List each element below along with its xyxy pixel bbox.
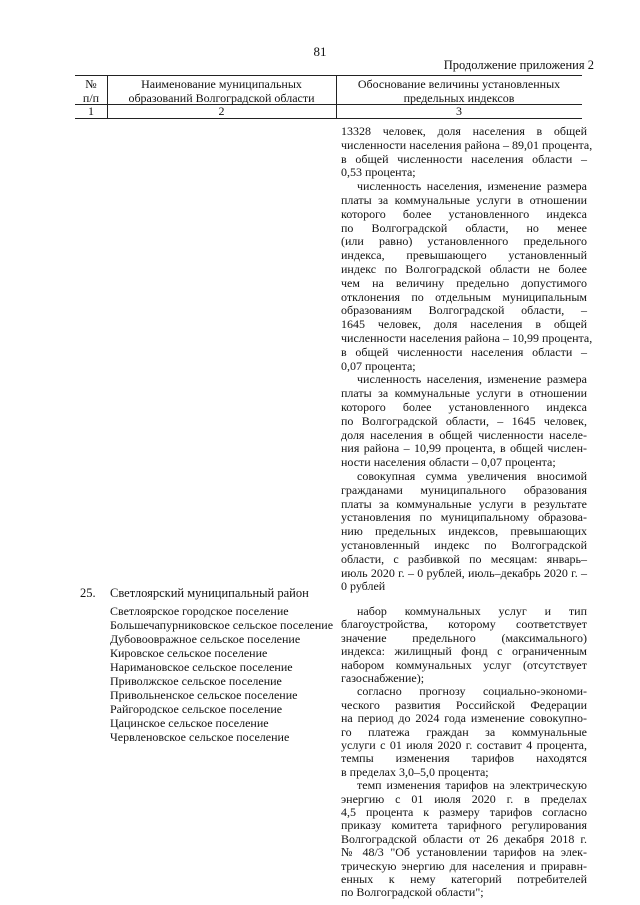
settlement-item: Приволжское сельское поселение [110, 674, 282, 688]
col3-number: 3 [456, 104, 462, 118]
settlement-item: Дубовоовражное сельское поселение [110, 632, 301, 646]
text-line: 1645 человек, доля населения в общей [341, 317, 587, 332]
text-line: ности населения области – 0,07 процента; [341, 455, 556, 470]
text-line: численности населения района – 10,99 процента, [341, 331, 593, 345]
text-line: энергию с 01 июля 2020 г. в пределах [341, 791, 587, 806]
col3-header [336, 77, 582, 105]
text-line: го платежа граждан за коммунальные [341, 724, 587, 739]
settlement-item: Червленовское сельское поселение [110, 730, 290, 744]
text-line: чем на величину предельно допустимого [341, 275, 587, 290]
header-bottom-rule [75, 118, 582, 119]
text-line: численность населения, изменение размера [357, 372, 587, 387]
col2-number: 2 [218, 104, 225, 118]
text-line: на период до 2024 года изменение совокупно- [341, 711, 587, 726]
text-line: по Волгоградской области, но менее [341, 220, 587, 235]
text-line: по Волгоградской области, – 1645 человек, [341, 413, 587, 428]
text-line: в общей численности населения области – [341, 151, 587, 166]
row-number: 25. [80, 586, 96, 600]
text-line: 13328 человек, доля населения в общей [341, 124, 587, 138]
text-line: установления по муниципальному образова- [341, 510, 587, 525]
text-line: образованиям Волгоградской области, – [341, 303, 587, 318]
text-line: гражданами муниципального образования [341, 482, 587, 497]
text-line: отклонения по отдельным муниципальным [341, 289, 587, 304]
continuation-label: Продолжение приложения 2 [443, 58, 594, 72]
text-line: численности населения района – 89,01 процента, [341, 137, 593, 152]
settlement-item: Светлоярское городское поселение [110, 604, 289, 618]
text-line: платы за коммунальные услуги в отношении [341, 386, 587, 401]
text-line: значение предельного (максимального) [341, 630, 587, 645]
text-line: ния района – 10,99 процента, в общей числен- [341, 441, 587, 456]
settlement-item: Большечапурниковское сельское поселение [110, 618, 334, 632]
settlement-item: Привольненское сельское поселение [110, 688, 298, 702]
col1-header [75, 77, 107, 105]
text-line: 0,07 процента; [341, 358, 416, 373]
text-line: 4,5 процента к размеру тарифов согласно [341, 805, 587, 819]
text-line: темпы изменения тарифов находятся [341, 751, 587, 766]
text-line: которого более установленного индекса [341, 400, 587, 414]
text-line: услуги с 01 июля 2020 г. составит 4 процента, [341, 738, 587, 752]
text-line: благоустройства, которому соответствует [341, 617, 587, 632]
text-line: трическую энергию для населения и приравн- [341, 858, 587, 873]
col2-header [107, 77, 336, 105]
text-line: области, с разбивкой по месяцам: январь– [341, 551, 587, 566]
text-line: по Волгоградской области"; [341, 885, 484, 900]
col1-header-line1: № [85, 77, 97, 91]
text-line: установленный индекс по Волгоградской [341, 538, 587, 552]
col3-header-line1: Обоснование величины установленных [357, 77, 561, 91]
district-title: Светлоярский муниципальный район [110, 586, 309, 600]
text-line: приказу комитета тарифного регулирования [341, 818, 587, 833]
text-line: согласно прогнозу социально-экономи- [357, 684, 587, 699]
text-line: набор коммунальных услуг и тип [357, 604, 587, 618]
text-line: ческого развития Российской Федерации [341, 697, 587, 712]
text-line: темп изменения тарифов на электрическую [357, 778, 587, 793]
settlement-item: Кировское сельское поселение [110, 646, 268, 660]
col3-header-line2: предельных индексов [403, 91, 515, 105]
text-line: индекс по Волгоградской области не более [341, 262, 587, 276]
text-line: индекса, превышающего установленный [341, 248, 587, 263]
text-line: газоснабжение); [341, 671, 425, 685]
text-line: численность населения, изменение размера [357, 179, 587, 194]
text-line: доля населения в общей численности населе- [341, 427, 587, 442]
page-number: 81 [313, 44, 327, 59]
text-line: енных к нему категорий потребителей [341, 872, 587, 886]
text-line: индекса: жилищный фонд с ограниченным [341, 644, 587, 659]
text-line: которого более установленного индекса [341, 206, 587, 221]
text-line: Волгоградской области от 26 декабря 2018 г. [341, 831, 587, 846]
text-line: 0,53 процента; [341, 165, 416, 180]
text-line: платы за коммунальные услуги в результате [341, 496, 587, 511]
text-line: в пределах 3,0–5,0 процента; [341, 764, 489, 779]
col2-header-line2: образований Волгоградской области [128, 91, 315, 105]
settlement-item: Наримановское сельское поселение [110, 660, 293, 674]
text-line: совокупная сумма увеличения вносимой [357, 469, 587, 483]
text-line: в общей численности населения области – [341, 344, 587, 359]
settlement-item: Райгородское сельское поселение [110, 702, 283, 716]
text-line: платы за коммунальные услуги в отношении [341, 193, 587, 207]
col1-number: 1 [88, 104, 94, 118]
text-line: набором коммунальных услуг (отсутствует [341, 657, 587, 672]
col2-header-line1: Наименование муниципальных [141, 77, 302, 91]
header-top-rule [75, 75, 582, 76]
text-line: 0 рублей [341, 579, 386, 594]
col1-header-line2: п/п [82, 91, 100, 105]
text-line: № 48/3 "Об установлении тарифов на элек- [341, 845, 587, 860]
settlement-item: Цацинское сельское поселение [110, 716, 269, 730]
text-line: нию предельных индексов, превышающих [341, 524, 587, 539]
text-line: июль 2020 г. – 0 рублей, июль–декабрь 2020 г. – [341, 565, 587, 580]
text-line: (или равно) установленного предельного [341, 234, 587, 249]
